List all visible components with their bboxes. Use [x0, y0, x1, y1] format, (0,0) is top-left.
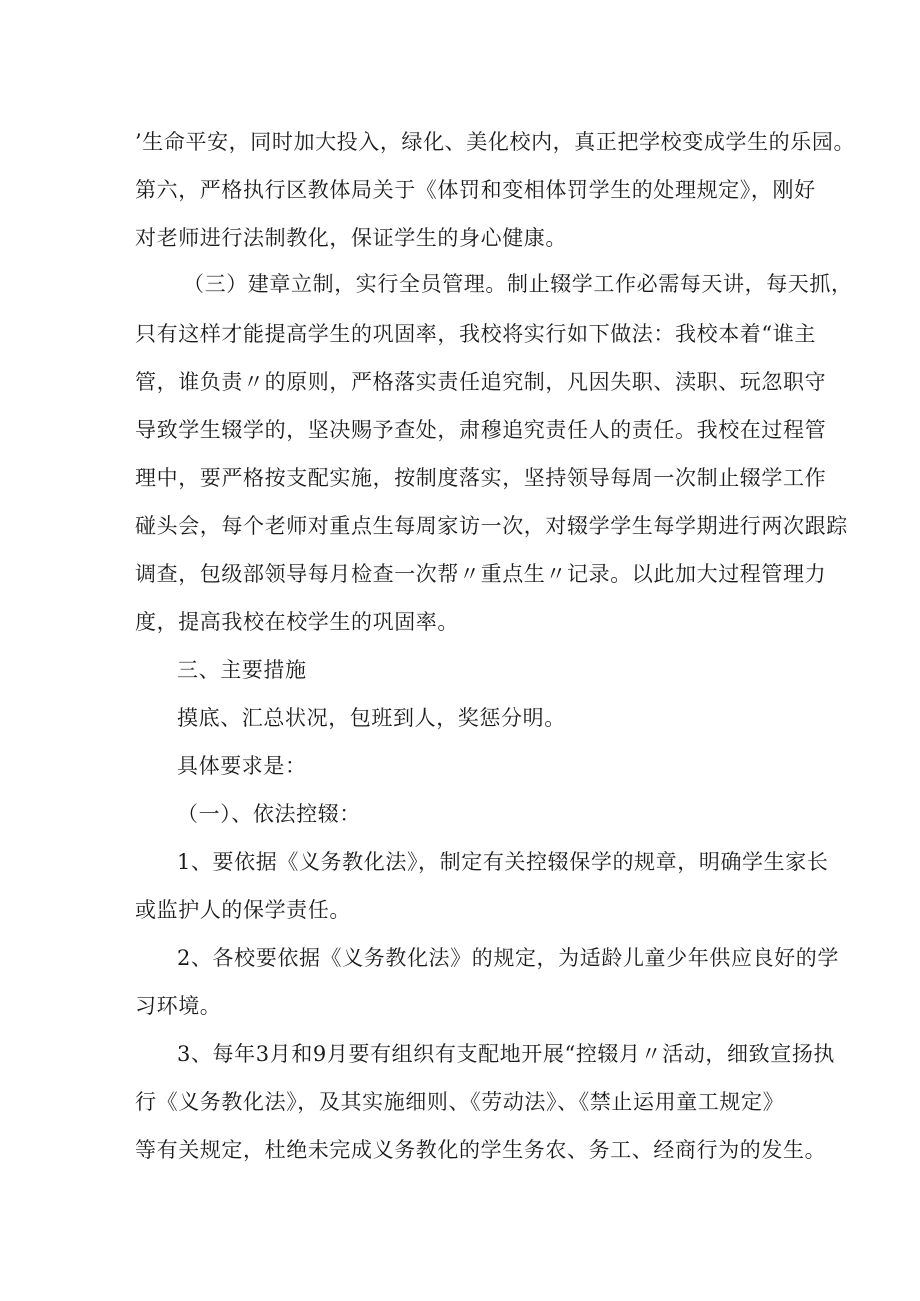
text-line-7: 导致学生辍学的，坚决赐予查处，肃穆追究责任人的责任。我校在过程管 [135, 418, 827, 442]
text-line-10: 调查，包级部领导每月检查一次帮〃重点生〃记录。以此加大过程管理力 [135, 562, 827, 586]
text-line-5: 只有这样才能提高学生的巩固率，我校将实行如下做法：我校本着“谁主 [135, 322, 816, 346]
section-heading: 三、主要措施 [177, 658, 307, 682]
text-line-8: 理中，要严格按支配实施，按制度落实，坚持领导每周一次制止辍学工作 [135, 466, 827, 490]
text-line-17: 或监护人的保学责任。 [135, 898, 351, 922]
text-line-22: 等有关规定，杜绝未完成义务教化的学生务农、务工、经商行为的发生。 [135, 1138, 827, 1162]
text-line-20: 3、每年3月和9月要有组织有支配地开展“控辍月〃活动，细致宣扬执 [177, 1042, 836, 1066]
text-line-21: 行《义务教化法》，及其实施细则、《劳动法》、《禁止运用童工规定》 [135, 1090, 785, 1114]
text-line-3: 对老师进行法制教化，保证学生的身心健康。 [135, 226, 567, 250]
text-line-2: 第六，严格执行区教体局关于《体罚和变相体罚学生的处理规定》，刚好 [135, 178, 816, 202]
text-line-11: 度，提高我校在校学生的巩固率。 [135, 610, 459, 634]
text-line-16: 1、要依据《义务教化法》，制定有关控辍保学的规章，明确学生家长 [177, 850, 829, 874]
text-line-4: （三）建章立制，实行全员管理。制止辍学工作必需每天讲，每天抓， [183, 272, 853, 296]
text-line-13: 摸底、汇总状况，包班到人，奖惩分明。 [177, 706, 566, 730]
text-line-1: ’生命平安，同时加大投入，绿化、美化校内，真正把学校变成学生的乐园。 [135, 130, 856, 154]
text-line-14: 具体要求是： [177, 754, 307, 778]
text-line-9: 碰头会，每个老师对重点生每周家访一次，对辍学学生每学期进行两次跟踪 [135, 514, 848, 538]
subsection-heading: （一）、依法控辍： [177, 802, 361, 826]
text-line-6: 管，谁负责〃的原则，严格落实责任追究制，凡因失职、渎职、玩忽职守 [135, 370, 827, 394]
text-line-18: 2、各校要依据《义务教化法》的规定，为适龄儿童少年供应良好的学 [177, 946, 839, 970]
text-line-19: 习环境。 [135, 994, 222, 1018]
